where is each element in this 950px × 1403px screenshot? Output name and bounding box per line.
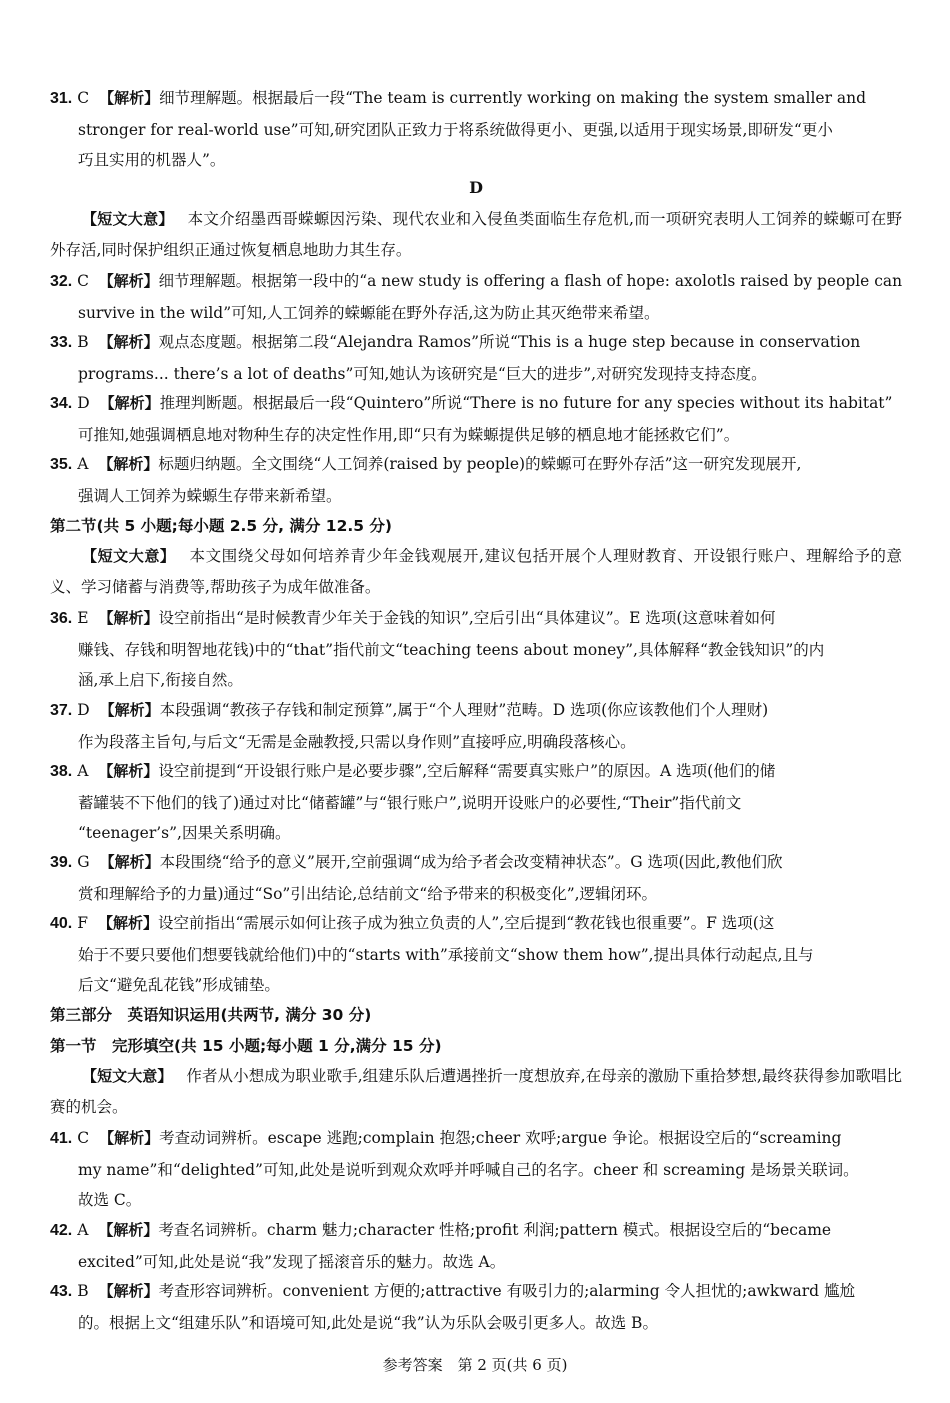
analysis-text: 观点态度题。根据第二段“Alejandra Ramos”所说“This is a huge step because in conservation (158, 333, 861, 351)
analysis-text: 巧且实用的机器人”。 (78, 151, 226, 169)
analysis-tag: 【解析】 (98, 333, 159, 351)
section-2-heading: 第二节(共 5 小题;每小题 2.5 分, 满分 12.5 分) (50, 517, 393, 535)
analysis-text: 强调人工饲养为蝾螈生存带来新希望。 (78, 486, 342, 505)
answer-letter: F (77, 914, 88, 932)
question-number: 39. (50, 854, 73, 871)
part-3-section-1-heading: 第一节 完形填空(共 15 小题;每小题 1 分,满分 15 分) (50, 1037, 442, 1055)
analysis-text: 设空前指出“是时候教青少年关于金钱的知识”,空后引出“具体建议”。E 选项(这意味着如何 (158, 609, 776, 627)
analysis-tag: 【解析】 (98, 1282, 159, 1300)
analysis-tag: 【解析】 (99, 1129, 160, 1147)
passage-summary-2 (50, 541, 902, 602)
analysis-text: stronger for real-world use”可知,研究团队正致力于将系统做得更小、更强,以适用于现实场景,即研发“更小 (78, 120, 833, 139)
summary-tag: 【短文大意】 (82, 210, 174, 228)
page-footer: 参考答案 第 2 页(共 6 页) (382, 1356, 568, 1374)
question-number: 31. (50, 90, 73, 107)
answer-item-32 (50, 266, 902, 328)
analysis-text: “teenager’s”,因果关系明确。 (78, 824, 291, 842)
analysis-text: my name”和“delighted”可知,此处是说听到观众欢呼并呼喊自己的名字。cheer 和 screaming 是场景关联词。 (78, 1160, 859, 1179)
summary-text: 本文围绕父母如何培养青少年金钱观展开,建议包括开展个人理财教育、开设银行账户、理解给予的意义、学习储蓄与消费等,帮助孩子为成年做准备。 (50, 547, 902, 596)
summary-tag: 【短文大意】 (82, 547, 176, 565)
analysis-text: 本段围绕“给予的意义”展开,空前强调“成为给予者会改变精神状态”。G 选项(因此,教他们欣 (159, 853, 783, 871)
analysis-tag: 【解析】 (99, 394, 160, 412)
answer-item-39 (50, 847, 902, 909)
question-number: 36. (50, 610, 73, 627)
analysis-text: 可推知,她强调栖息地对物种生存的决定性作用,即“只有为蝾螈提供足够的栖息地才能拯救它们”。 (78, 425, 740, 444)
summary-text: 作者从小想成为职业歌手,组建乐队后遭遇挫折一度想放弃,在母亲的激励下重拾梦想,最终获得参加歌唱比赛的机会。 (50, 1067, 902, 1116)
analysis-text: 蓄罐装不下他们的钱了)通过对比“储蓄罐”与“银行账户”,说明开设账户的必要性,“Their”指代前文 (78, 793, 742, 812)
answer-letter: C (77, 89, 90, 107)
answer-item-36 (50, 603, 902, 696)
analysis-tag: 【解析】 (97, 914, 158, 932)
answer-item-43 (50, 1276, 902, 1338)
analysis-text: 考查名词辨析。charm 魅力;character 性格;profit 利润;pattern 模式。根据设空后的“became (158, 1221, 832, 1239)
question-number: 37. (50, 702, 73, 719)
analysis-text: programs... there’s a lot of deaths”可知,她认为该研究是“巨大的进步”,对研究发现持支持态度。 (78, 364, 767, 383)
analysis-tag: 【解析】 (98, 272, 159, 290)
analysis-text: 始于不要只要他们想要钱就给他们)中的“starts with”承接前文“show them how”,提出具体行动起点,且与 (78, 945, 814, 964)
question-number: 41. (50, 1130, 73, 1147)
analysis-tag: 【解析】 (98, 1221, 159, 1239)
part-3-heading: 第三部分 英语知识运用(共两节, 满分 30 分) (50, 1006, 372, 1024)
passage-summary-d (50, 204, 902, 265)
analysis-text: 考查形容词辨析。convenient 方便的;attractive 有吸引力的;alarming 令人担忧的;awkward 尴尬 (158, 1282, 856, 1300)
analysis-text: 设空前指出“需展示如何让孩子成为独立负责的人”,空后提到“教花钱也很重要”。F 选项(这 (157, 914, 775, 932)
answer-item-33 (50, 327, 902, 389)
answer-letter: C (77, 1129, 90, 1147)
analysis-text: 作为段落主旨句,与后文“无需是金融教授,只需以身作则”直接呼应,明确段落核心。 (78, 732, 636, 751)
answer-letter: G (77, 853, 90, 871)
analysis-text: 细节理解题。根据最后一段“The team is currently working on making the system smaller and (159, 89, 867, 107)
analysis-text: 标题归纳题。全文围绕“人工饲养(raised by people)的蝾螈可在野外存活”这一研究发现展开, (158, 455, 802, 473)
analysis-text: excited”可知,此处是说“我”发现了摇滚音乐的魅力。故选 A。 (78, 1252, 506, 1271)
question-number: 35. (50, 456, 73, 473)
question-number: 34. (50, 395, 73, 412)
analysis-text: 设空前提到“开设银行账户是必要步骤”,空后解释“需要真实账户”的原因。A 选项(他们的储 (158, 762, 776, 780)
answer-item-41 (50, 1123, 902, 1216)
analysis-text: 赚钱、存钱和明智地花钱)中的“that”指代前文“teaching teens about money”,具体解释“教金钱知识”的内 (78, 640, 825, 659)
answer-item-42 (50, 1215, 902, 1277)
analysis-tag: 【解析】 (99, 701, 160, 719)
answer-letter: B (77, 333, 89, 351)
answer-item-37 (50, 695, 902, 757)
analysis-text: 本段强调“教孩子存钱和制定预算”,属于“个人理财”范畴。D 选项(你应该教他们个人理财) (159, 701, 769, 719)
question-number: 42. (50, 1222, 73, 1239)
answer-letter: D (77, 394, 90, 412)
analysis-text: 推理判断题。根据最后一段“Quintero”所说“There is no future for any species without its habitat” (159, 394, 893, 412)
analysis-text: 的。根据上文“组建乐队”和语境可知,此处是说“我”认为乐队会吸引更多人。故选 B。 (78, 1313, 658, 1332)
analysis-tag: 【解析】 (99, 853, 160, 871)
answer-letter: E (77, 609, 89, 627)
question-number: 43. (50, 1283, 73, 1300)
analysis-text: 后文“避免乱花钱”形成铺垫。 (78, 976, 280, 994)
question-number: 32. (50, 273, 73, 290)
answer-letter: B (77, 1282, 89, 1300)
analysis-tag: 【解析】 (99, 89, 160, 107)
answer-item-38 (50, 756, 902, 849)
analysis-text: 考查动词辨析。escape 逃跑;complain 抱怨;cheer 欢呼;argue 争论。根据设空后的“screaming (159, 1129, 842, 1147)
answer-letter: A (77, 455, 89, 473)
analysis-text: 涵,承上启下,衔接自然。 (78, 671, 243, 689)
answer-item-31 (50, 83, 902, 176)
question-number: 38. (50, 763, 73, 780)
answer-item-34 (50, 388, 902, 450)
section-heading-d: D (469, 178, 483, 197)
answer-item-40 (50, 908, 902, 1001)
answer-item-35 (50, 449, 902, 511)
analysis-text: survive in the wild”可知,人工饲养的蝾螈能在野外存活,这为防止其灭绝带来希望。 (78, 303, 660, 322)
answer-letter: A (77, 762, 89, 780)
question-number: 40. (50, 915, 73, 932)
question-number: 33. (50, 334, 73, 351)
analysis-tag: 【解析】 (98, 609, 159, 627)
analysis-text: 故选 C。 (78, 1191, 142, 1209)
analysis-tag: 【解析】 (98, 455, 159, 473)
analysis-text: 赏和理解给予的力量)通过“So”引出结论,总结前文“给予带来的积极变化”,逻辑闭环。 (78, 884, 658, 903)
passage-summary-3 (50, 1061, 902, 1122)
analysis-tag: 【解析】 (98, 762, 159, 780)
analysis-text: 细节理解题。根据第一段中的“a new study is offering a flash of hope: axolotls raised by people can (158, 272, 903, 290)
answer-letter: A (77, 1221, 89, 1239)
answer-letter: D (77, 701, 90, 719)
summary-text: 本文介绍墨西哥蝾螈因污染、现代农业和入侵鱼类面临生存危机,而一项研究表明人工饲养的蝾螈可在野外存活,同时保护组织正通过恢复栖息地助力其生存。 (50, 210, 902, 259)
answer-letter: C (77, 272, 89, 290)
summary-tag: 【短文大意】 (82, 1067, 173, 1085)
